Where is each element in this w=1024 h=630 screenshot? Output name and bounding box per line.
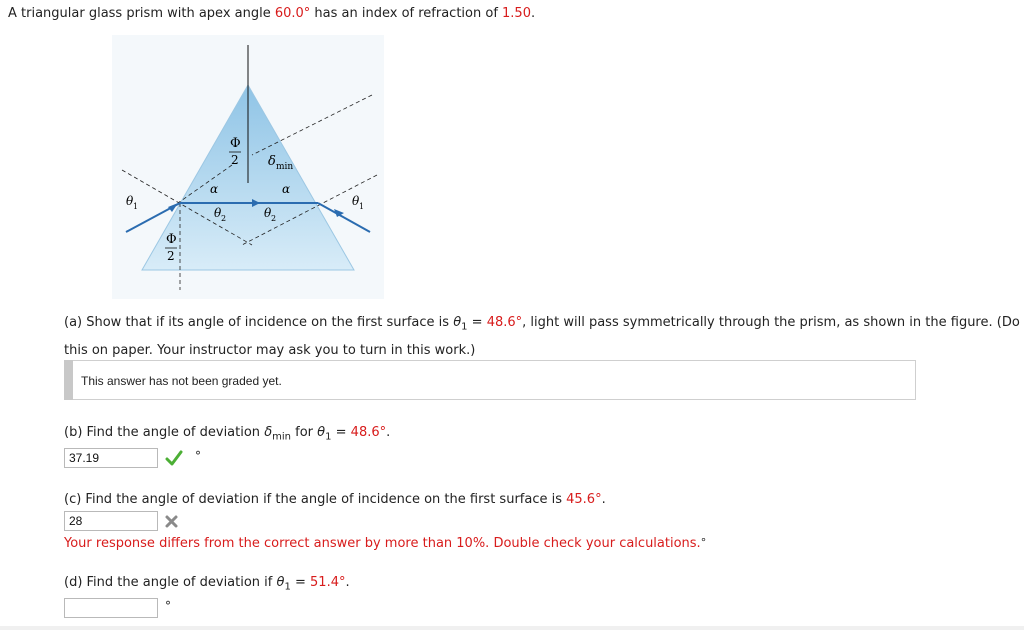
phi-label-bottom: Φ — [166, 232, 177, 247]
theta1-value-b: 48.6° — [350, 425, 387, 440]
theta1-label-left: θ — [126, 194, 134, 208]
theta1-label-right: θ — [352, 194, 360, 208]
refraction-index-value: 1.50 — [502, 6, 531, 21]
question-c: (c) Find the angle of deviation if the angle of incidence on the first surface is 45.6°. — [64, 492, 606, 507]
question-d: (d) Find the angle of deviation if $\theta_1 = 51.4^\circ$. — [64, 575, 350, 593]
alpha-label-left: α — [210, 182, 219, 196]
problem-intro: A triangular glass prism with apex angle 60.0° has an index of refraction of 1.50. — [8, 6, 536, 21]
question-b: (b) Find the angle of deviation $\delta_{min}$ for $\theta_1 = 48.6^\circ$. — [64, 425, 391, 443]
svg-text:1: 1 — [359, 202, 365, 211]
degree-unit-d: ° — [165, 599, 171, 613]
page-bottom-edge — [0, 626, 1024, 630]
alpha-label-right: α — [282, 182, 291, 196]
question-a: (a) Show that if its angle of incidence on the first surface is $\theta_1 = 48.6^\circ$, light will pass symmetrically through the prism, as shown in the figure. (Do this on paper. Your instructor may ask you to turn in this work.) — [64, 315, 1020, 358]
theta2-label-right: θ — [264, 206, 272, 220]
cross-icon — [164, 514, 179, 529]
delta-min-label: δ — [268, 154, 276, 169]
theta1-value-d: 51.4° — [310, 575, 346, 590]
two-label-bottom: 2 — [167, 249, 175, 263]
prism-diagram — [112, 35, 384, 299]
delta-min-subscript: min — [276, 162, 294, 172]
two-label-top: 2 — [231, 153, 239, 167]
checkmark-icon — [165, 450, 183, 466]
incidence-value-c: 45.6° — [566, 492, 602, 507]
feedback-message: Your response differs from the correct answer by more than 10%. Double check your calculations.° — [64, 536, 707, 551]
svg-text:1: 1 — [133, 202, 139, 211]
apex-angle-value: 60.0° — [274, 6, 311, 21]
phi-label-top: Φ — [230, 136, 241, 151]
ungraded-answer-box — [64, 360, 916, 400]
answer-input-b[interactable]: 37.19 — [64, 448, 158, 468]
svg-text:2: 2 — [221, 214, 227, 223]
theta2-label-left: θ — [214, 206, 222, 220]
answer-input-c[interactable]: 28 — [64, 511, 158, 531]
theta1-value-a: 48.6° — [486, 315, 523, 330]
svg-text:2: 2 — [271, 214, 277, 223]
degree-unit-b: ° — [195, 449, 201, 463]
graded-status-text: This answer has not been graded yet. — [81, 374, 282, 388]
answer-input-d[interactable] — [64, 598, 158, 618]
